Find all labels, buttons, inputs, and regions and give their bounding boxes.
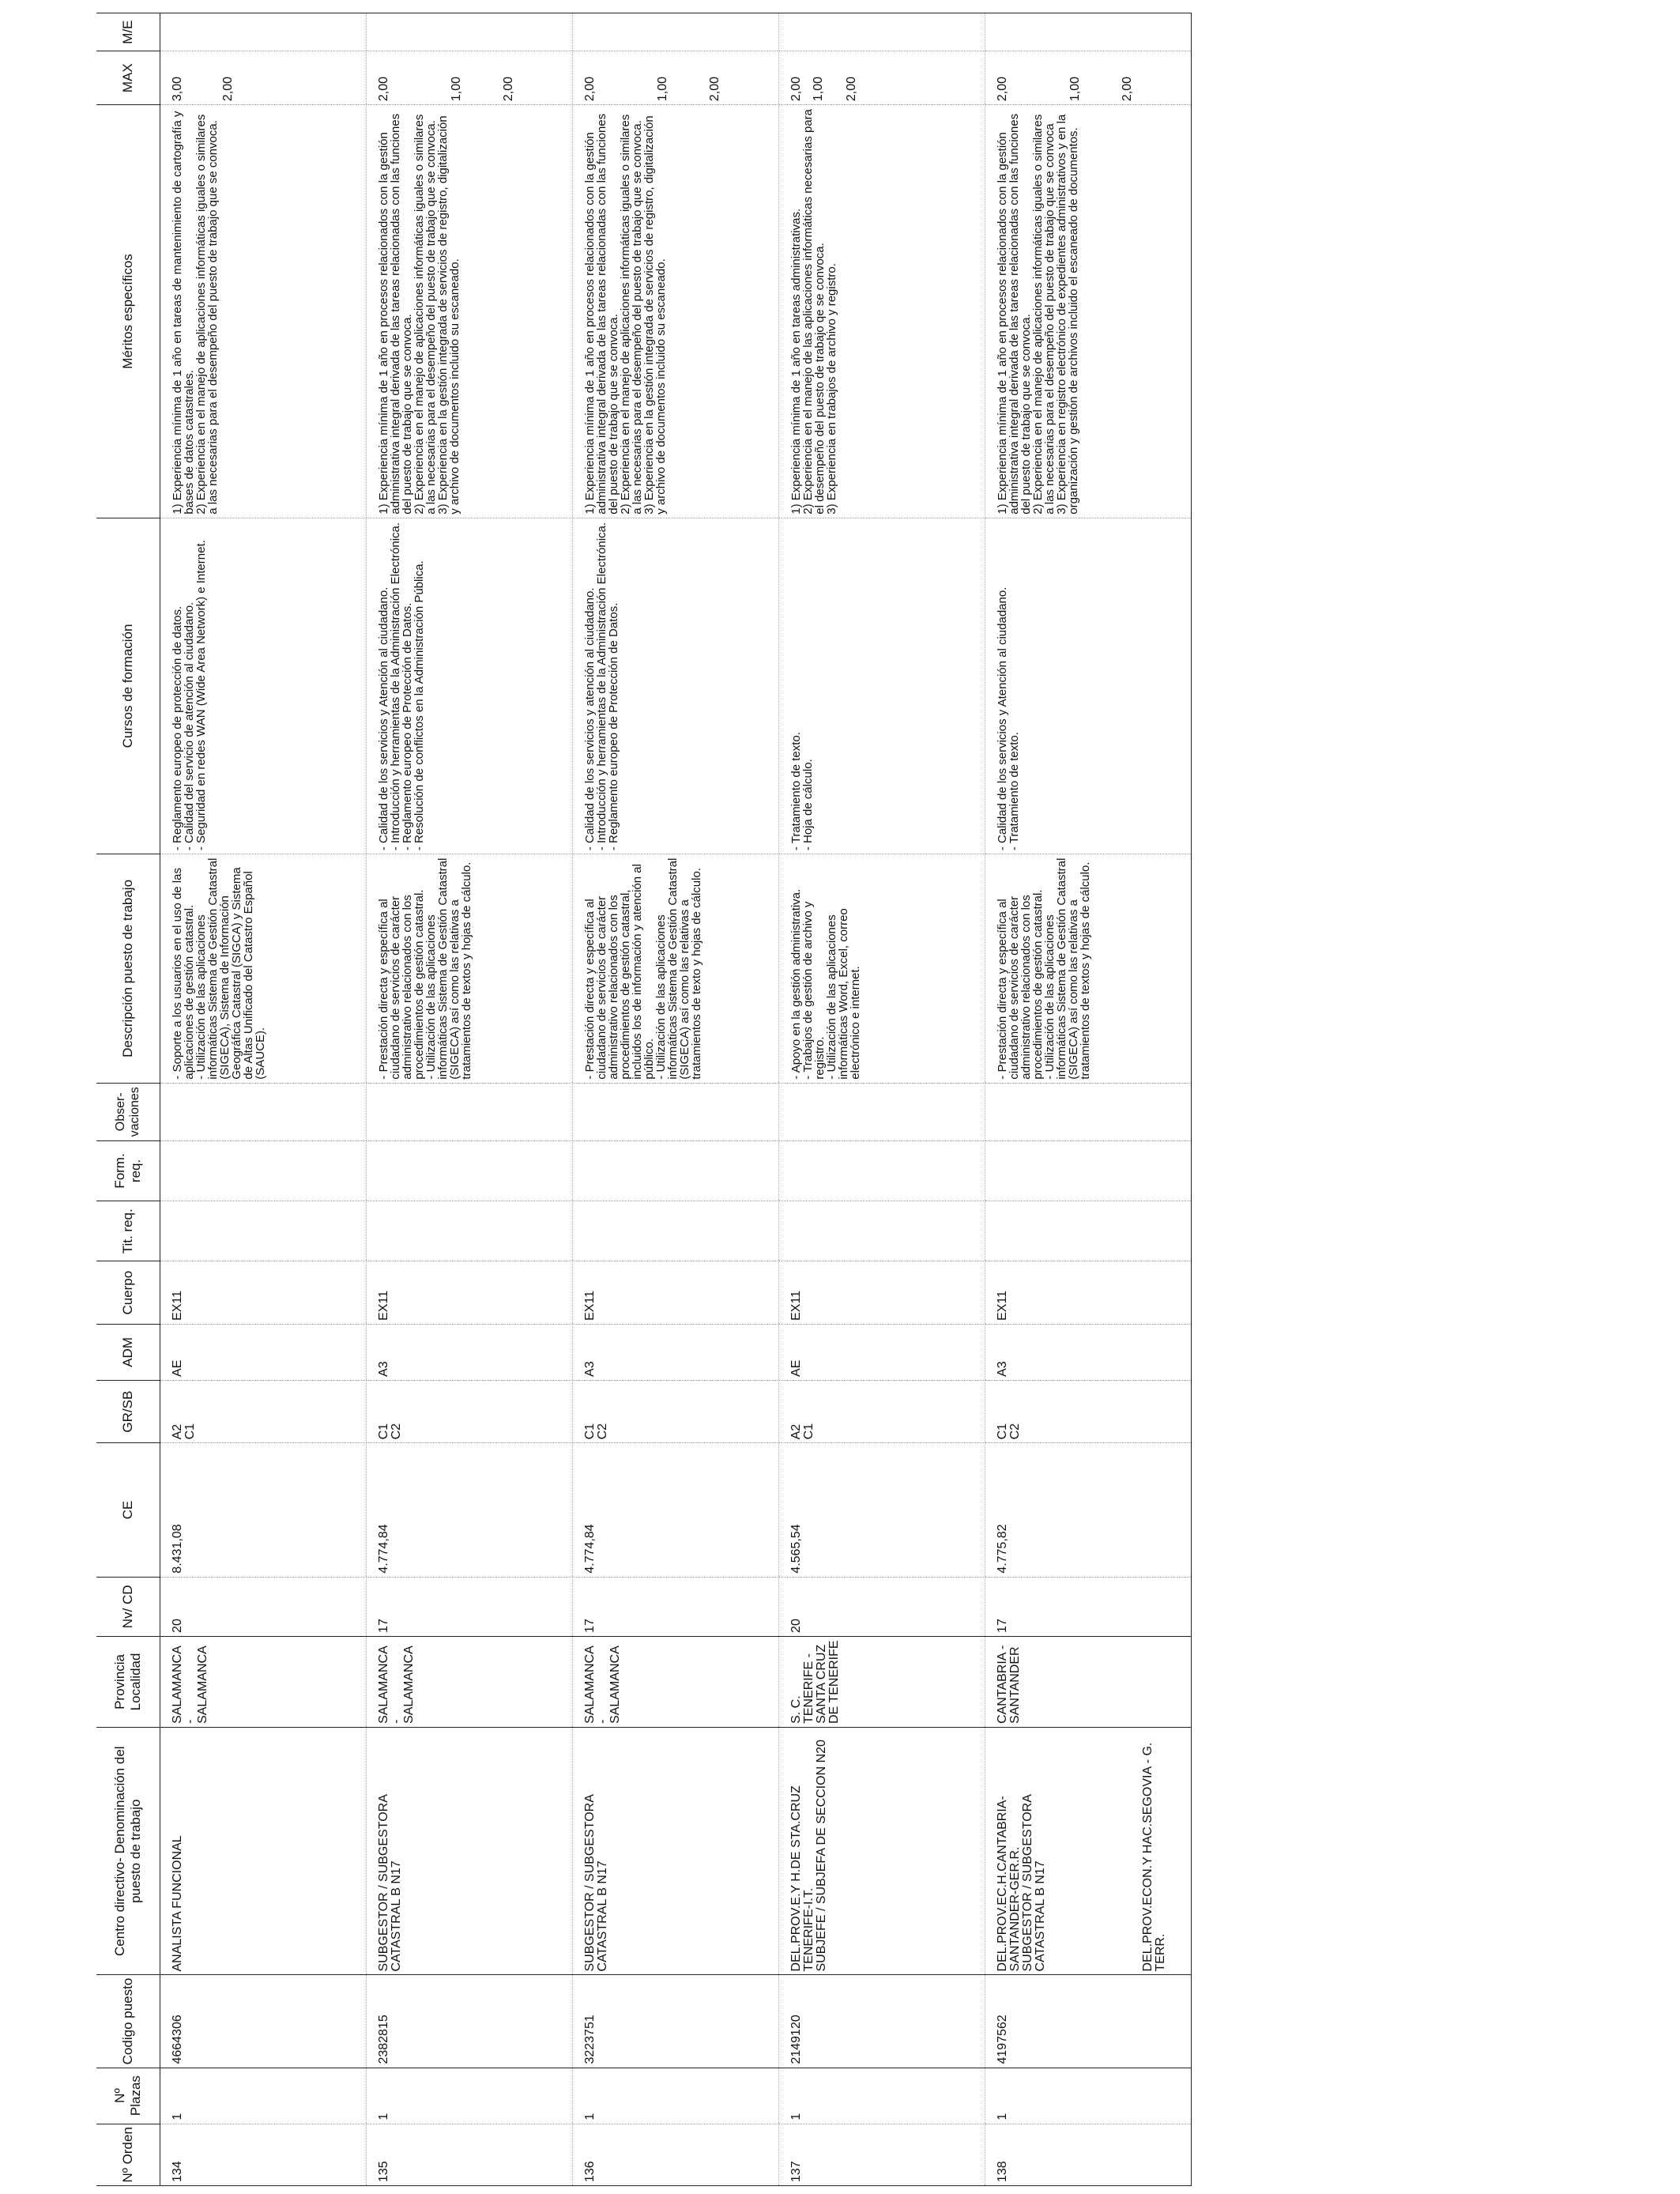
puesto-name: SUBJEFE / SUBJEFA DE SECCION N20 [815,1740,828,1972]
codigo-cell: 4197562 [985,1975,1192,2068]
header-provincia: Provincia Localidad [96,1636,160,1727]
cuerpo-cell: EX11 [367,1261,573,1324]
header-plazas: Nº Plazas [96,2068,160,2124]
me-cell [985,13,1192,51]
max-value: 2,00 [377,77,390,102]
cursos-cell: - Calidad de los servicios y Atención al ciudadano. - Introducción y herramientas de la Administración Electrónica. - Reglamento europeo de Protección de Datos. - Resolución de conflictos en la Administración Pública. [367,518,573,854]
max-value: 3,00 [171,77,184,102]
table-row [367,13,573,2186]
puesto-name: SUBGESTOR / SUBGESTORA CATASTRAL B N17 [377,1795,403,1972]
descripcion-cell: - Apoyo en la gestión administrativa. - Trabajos de gestión de archivo y registro. - Utilización de las aplicaciones informáticas Word, Excel, correo electrónico e internet. [779,854,985,1084]
tit-cell [160,1201,367,1261]
header-grsb: GR/SB [96,1380,160,1442]
plazas-cell: 1 [779,2068,985,2124]
obs-cell [573,1083,779,1140]
table-body [160,13,1192,2186]
me-cell [779,13,985,51]
puesto-name: SUBGESTOR / SUBGESTORA CATASTRAL B N17 [1021,1795,1047,1972]
centro-cell [367,1727,573,1975]
table-row [985,13,1192,2186]
max-cell [985,51,1192,105]
adm-cell: A3 [367,1324,573,1380]
grsb-cell: A2 C1 [779,1380,985,1442]
orden-cell: 135 [367,2124,573,2185]
me-cell [573,13,779,51]
max-cell [160,51,367,105]
job-positions-table [96,13,1192,2186]
header-form: Form. req. [96,1140,160,1201]
plazas-cell: 1 [367,2068,573,2124]
table-row [779,13,985,2186]
orden-cell: 134 [160,2124,367,2185]
codigo-cell: 2149120 [779,1975,985,2068]
form-cell [160,1140,367,1201]
max-value: 2,00 [845,77,858,102]
header-codigo: Codigo puesto [96,1975,160,2068]
obs-cell [160,1083,367,1140]
header-orden: Nº Orden [96,2124,160,2185]
orden-cell: 137 [779,2124,985,2185]
max-cell [573,51,779,105]
grsb-cell: C1 C2 [985,1380,1192,1442]
adm-cell: A3 [573,1324,779,1380]
form-cell [985,1140,1192,1201]
nv-cell: 17 [985,1577,1192,1636]
header-adm: ADM [96,1324,160,1380]
nv-cell: 17 [573,1577,779,1636]
adm-cell: AE [779,1324,985,1380]
centro-top: DEL.PROV.EC.H.CANTABRIA-SANTANDER-GER.R. [996,1796,1022,1972]
max-value: 2,00 [502,77,515,102]
provincia-cell: CANTABRIA - SANTANDER [985,1636,1192,1727]
header-me: M/E [96,13,160,51]
grsb-cell: A2 C1 [160,1380,367,1442]
centro-cell [779,1727,985,1975]
nv-cell: 20 [160,1577,367,1636]
cursos-cell: - Reglamento europeo de protección de datos. - Calidad del servicio de atención al ciudadano. - Seguridad en redes WAN (Wide Area Network) e Internet. [160,518,367,854]
tit-cell [779,1201,985,1261]
max-cell [367,51,573,105]
codigo-cell: 2382815 [367,1975,573,2068]
plazas-cell: 1 [985,2068,1192,2124]
ce-cell: 4.775,82 [985,1443,1192,1577]
header-cursos: Cursos de formación [96,518,160,854]
plazas-cell: 1 [160,2068,367,2124]
centro-cell [985,1727,1192,1975]
cursos-cell: - Calidad de los servicios y Atención al ciudadano. - Tratamiento de texto. [985,518,1192,854]
codigo-cell: 4664306 [160,1975,367,2068]
cuerpo-cell: EX11 [985,1261,1192,1324]
obs-cell [985,1083,1192,1140]
adm-cell: AE [160,1324,367,1380]
meritos-cell: 1) Experiencia mínima de 1 año en procesos relacionados con la gestión administrativa integral derivada de las tareas relacionadas con las funciones del puesto de trabajo que se convoca. 2) Experiencia en el manejo de aplicaciones informáticas iguales o similares a las necesarias para el desempeño del puesto de trabajo que se convoca 3) Experiencia en registro electrónico de expedientes administrativos y en la organización y gestión de archivos incluido el escaneado de documentos. [985,105,1192,518]
nv-cell: 17 [367,1577,573,1636]
max-value: 2,00 [996,77,1009,102]
codigo-cell: 3223751 [573,1975,779,2068]
ce-cell: 4.565,54 [779,1443,985,1577]
meritos-cell: 1) Experiencia mínima de 1 año en tareas administrativas. 2) Experiencia en el manejo de las aplicaciones informáticas necesarias para el desempeño del puesto de trabajo qe se convoca. 3) Experiencia en trabajos de archivo y registro. [779,105,985,518]
plazas-cell: 1 [573,2068,779,2124]
form-cell [779,1140,985,1201]
orden-cell: 138 [985,2124,1192,2185]
puesto-name: SUBGESTOR / SUBGESTORA CATASTRAL B N17 [583,1795,609,1972]
adm-cell: A3 [985,1324,1192,1380]
max-cell [779,51,985,105]
centro-cell [160,1727,367,1975]
grsb-cell: C1 C2 [573,1380,779,1442]
descripcion-cell: - Prestación directa y específica al ciudadano de servicios de carácter administrativo relacionados con los procedimientos de gestión catastral, incluidos los de información y atención al público. - Utilización de las aplicaciones informáticas Sistema de Gestión Catastral (SIGECA) así como las relativas a tratamientos de texto y hojas de cálculo. [573,854,779,1084]
max-value: 2,00 [789,77,803,102]
tit-cell [573,1201,779,1261]
max-value: 1,00 [656,77,669,102]
cuerpo-cell: EX11 [779,1261,985,1324]
obs-cell [367,1083,573,1140]
max-value: 1,00 [812,77,825,102]
table-row [573,13,779,2186]
obs-cell [779,1083,985,1140]
cuerpo-cell: EX11 [573,1261,779,1324]
max-value: 2,00 [708,77,721,102]
orden-cell: 136 [573,2124,779,2185]
header-tit: Tit. req. [96,1201,160,1261]
header-nv: Nv/ CD [96,1577,160,1636]
descripcion-cell: - Soporte a los usuarios en el uso de las aplicaciones de gestión catastral. - Utilización de las aplicaciones informáticas Sistema de Gestión Catastral (SIGECA), Sistema de Información Geográfica Catastral (SIGCA) y Sistema de Altas Unificado del Catastro Español (SAUCE). [160,854,367,1084]
header-ce: CE [96,1443,160,1577]
meritos-cell: 1) Experiencia mínima de 1 año en tareas de mantenimiento de cartografía y bases de datos catastrales. 2) Experiencia en el manejo de aplicaciones informáticas iguales o similares a las necesarias para el desempeño del puesto de trabajo que se convoca. [160,105,367,518]
table-row [160,13,367,2186]
ce-cell: 8.431,08 [160,1443,367,1577]
centro-top: DEL.PROV.E.Y H.DE STA.CRUZ TENERIFE-I.T. [789,1785,816,1972]
provincia-cell: S. C. TENERIFE - SANTA CRUZ DE TENERIFE [779,1636,985,1727]
provincia-cell: SALAMANCA - SALAMANCA [160,1636,367,1727]
ce-cell: 4.774,84 [573,1443,779,1577]
header-cuerpo: Cuerpo [96,1261,160,1324]
max-value: 2,00 [221,77,235,102]
puesto-name: ANALISTA FUNCIONAL [171,1835,184,1972]
cuerpo-cell: EX11 [160,1261,367,1324]
descripcion-cell: - Prestación directa y específica al ciudadano de servicios de carácter administrativo relacionados con los procedimientos de gestión catastral. - Utilización de las aplicaciones informáticas Sistema de Gestión Catastral (SIGECA) así como las relativas a tratamientos de textos y hojas de cálculo. [367,854,573,1084]
max-value: 1,00 [1068,77,1082,102]
form-cell [573,1140,779,1201]
meritos-cell: 1) Experiencia mínima de 1 año en procesos relacionados con la gestión administrativa integral derivada de las tareas relacionadas con las funciones del puesto de trabajo que se convoca. 2) Experiencia en el manejo de aplicaciones informáticas iguales o similares a las necesarias para el desempeño del puesto de trabajo que se convoca. 3) Experiencia en la gestión integrada de servicios de registro, digitalización y archivo de documentos incluido su escaneado. [367,105,573,518]
footer-centro: DEL.PROV.ECON.Y HAC.SEGOVIA - G. TERR. [1141,1742,1167,1972]
nv-cell: 20 [779,1577,985,1636]
meritos-cell: 1) Experiencia mínima de 1 año en procesos relacionados con la gestión administrativa integral derivada de las tareas relacionadas con las funciones del puesto de trabajo que se convoca. 2) Experiencia en el manejo de aplicaciones informáticas iguales o similares a las necesarias para el desempeño del puesto de trabajo que se convoca. 3) Experiencia en la gestión integrada de servicios de registro, digitalización y archivo de documentos incluido su escaneado. [573,105,779,518]
grsb-cell: C1 C2 [367,1380,573,1442]
centro-cell [573,1727,779,1975]
max-value: 1,00 [450,77,463,102]
header-descripcion: Descripción puesto de trabajo [96,854,160,1084]
tit-cell [985,1201,1192,1261]
cursos-cell: - Calidad de los servicios y atención al ciudadano. - Introducción y herramientas de la Administración Electrónica. - Reglamento europeo de Protección de Datos. [573,518,779,854]
provincia-cell: SALAMANCA - SALAMANCA [573,1636,779,1727]
max-value: 2,00 [1121,77,1134,102]
me-cell [367,13,573,51]
header-obs: Obser-vaciones [96,1083,160,1140]
cursos-cell: - Tratamiento de texto. - Hoja de cálculo. [779,518,985,854]
header-meritos: Méritos específicos [96,105,160,518]
descripcion-cell: - Prestación directa y específica al ciudadano de servicios de carácter administrativo relacionados con los procedimientos de gestión catastral. - Utilización de las aplicaciones informáticas Sistema de Gestión Catastral (SIGECA) así como las relativas a tratamientos de textos y hojas de cálculo. [985,854,1192,1084]
form-cell [367,1140,573,1201]
me-cell [160,13,367,51]
ce-cell: 4.774,84 [367,1443,573,1577]
header-centro: Centro directivo- Denominación del puesto de trabajo [96,1727,160,1975]
header-max: MAX [96,51,160,105]
tit-cell [367,1201,573,1261]
provincia-cell: SALAMANCA - SALAMANCA [367,1636,573,1727]
max-value: 2,00 [583,77,597,102]
